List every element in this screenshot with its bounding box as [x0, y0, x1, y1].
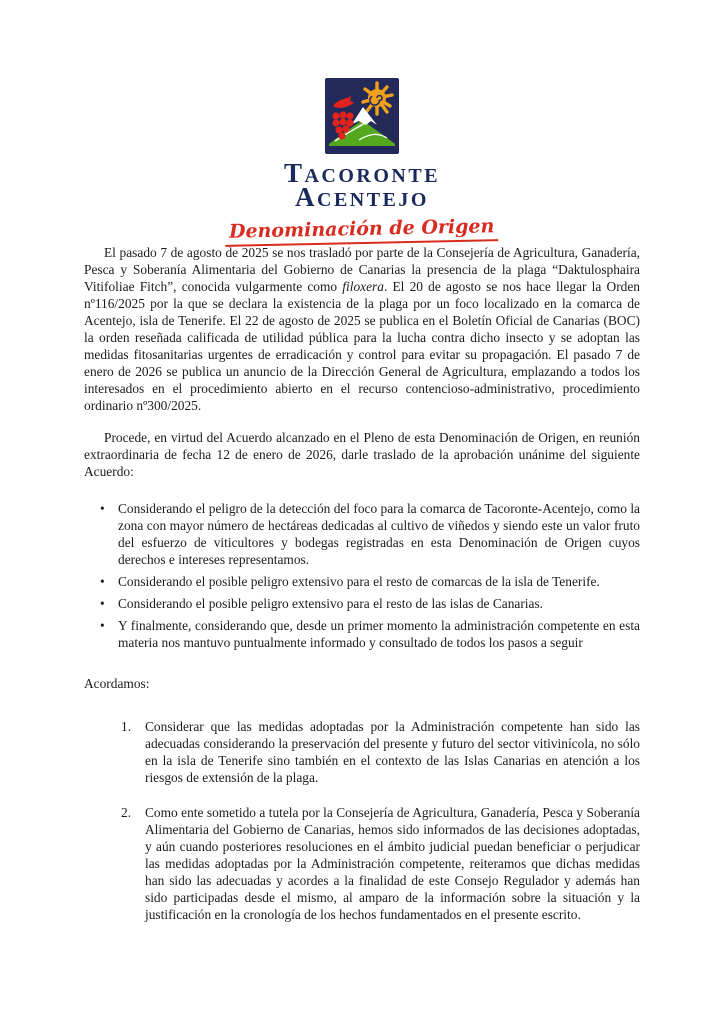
- winery-emblem-icon: [325, 78, 399, 154]
- list-item: [84, 573, 640, 590]
- agreements-list: [84, 718, 640, 923]
- acordamos-heading: Acordamos:: [84, 676, 150, 691]
- numbered-text: Considerar que las medidas adoptadas por la Administración competente han sido las adecuadas considerando la preservación del presente y futuro del sector vitivinícola, no sólo en la isla de Tenerife sino también en el contexto de las Islas Canarias en atención a los riesgos de extensión de la plaga.: [145, 719, 640, 785]
- brand-name-line1: TACORONTE: [283, 158, 441, 188]
- paragraph-1-after: . El 20 de agosto se nos hace llegar la Orden nº116/2025 por la que se declara la existencia de la plaga por un foco localizado en la comarca de Acentejo, isla de Tenerife. El 22 de agosto de 2025 se publica en el Boletín Oficial de Canarias (BOC) la orden reseñada calificada de utilidad pública para la lucha contra dicho insecto y se adoptan las medidas fitosanitarias urgentes de erradicación y control para evitar su propagación. El pasado 7 de enero de 2026 se publica un anuncio de la Dirección General de Agricultura, emplazando a todos los interesados en el procedimiento abierto en el recurso contencioso-administrativo, procedimiento ordinario nº300/2025.: [84, 279, 640, 413]
- bullet-text: Considerando el peligro de la detección del foco para la comarca de Tacoronte-Acentejo, como la zona con mayor número de hectáreas dedicadas al cultivo de viñedos y siendo este un valor fruto del esfuerzo de viticultores y bodegas registradas en esta Denominación de Origen cuyos derechos e intereses representamos.: [118, 501, 640, 567]
- brand-tagline: Denominación de Origen: [225, 215, 499, 247]
- paragraph-2: Procede, en virtud del Acuerdo alcanzado en el Pleno de esta Denominación de Origen, en reunión extraordinaria de fecha 12 de enero de 2026, darle traslado de la aprobación unánime del siguiente Acuerdo:: [84, 430, 640, 479]
- logo-block: [0, 78, 724, 244]
- brand-name-line2: ACENTEJO: [295, 182, 429, 212]
- list-item: [84, 500, 640, 568]
- list-item: [84, 595, 640, 612]
- bullet-text: Y finalmente, considerando que, desde un primer momento la administración competente en esta materia nos mantuvo puntualmente informado y consultado de todos los pasos a seguir: [118, 618, 640, 650]
- numbered-text: Como ente sometido a tutela por la Consejería de Agricultura, Ganadería, Pesca y Soberanía Alimentaria del Gobierno de Canarias, hemos sido informados de las decisiones adoptadas, y aún cuando posteriores resoluciones en el ámbito judicial puedan beneficiar o perjudicar las medidas adoptadas por la Administración competente, reiteramos que dichas medidas han sido las adecuadas y acordes a la finalidad de este Consejo Regulador y además han sido participadas desde el mismo, al amparo de la información sobre la situación y la justificación en la cronología de los hechos fundamentados en el presente escrito.: [145, 805, 640, 922]
- letter-body: [84, 244, 640, 941]
- bullet-marker: •: [100, 501, 105, 516]
- bullet-marker: •: [100, 618, 105, 633]
- number-marker: 1.: [121, 719, 132, 734]
- bullet-text: Considerando el posible peligro extensivo para el resto de las islas de Canarias.: [118, 596, 544, 611]
- bullet-marker: •: [100, 596, 105, 611]
- list-item: [84, 804, 640, 923]
- paragraph-1-before: El pasado 7 de agosto de 2025 se nos trasladó por parte de la Consejería de Agricultura, Ganadería, Pesca y Soberanía Alimentaria del Gobierno de Canarias la presencia de la plaga “Daktulosphaira Vitifoliae Fitch”, conocida vulgarmente como: [84, 245, 640, 294]
- list-item: [84, 617, 640, 651]
- list-item: [84, 718, 640, 786]
- paragraph-1: [84, 244, 640, 414]
- considerations-list: [84, 500, 640, 651]
- bullet-text: Considerando el posible peligro extensivo para el resto de comarcas de la isla de Tenerife.: [118, 574, 600, 589]
- bullet-marker: •: [100, 574, 105, 589]
- number-marker: 2.: [121, 805, 132, 820]
- paragraph-1-italic-term: filoxera: [342, 279, 384, 294]
